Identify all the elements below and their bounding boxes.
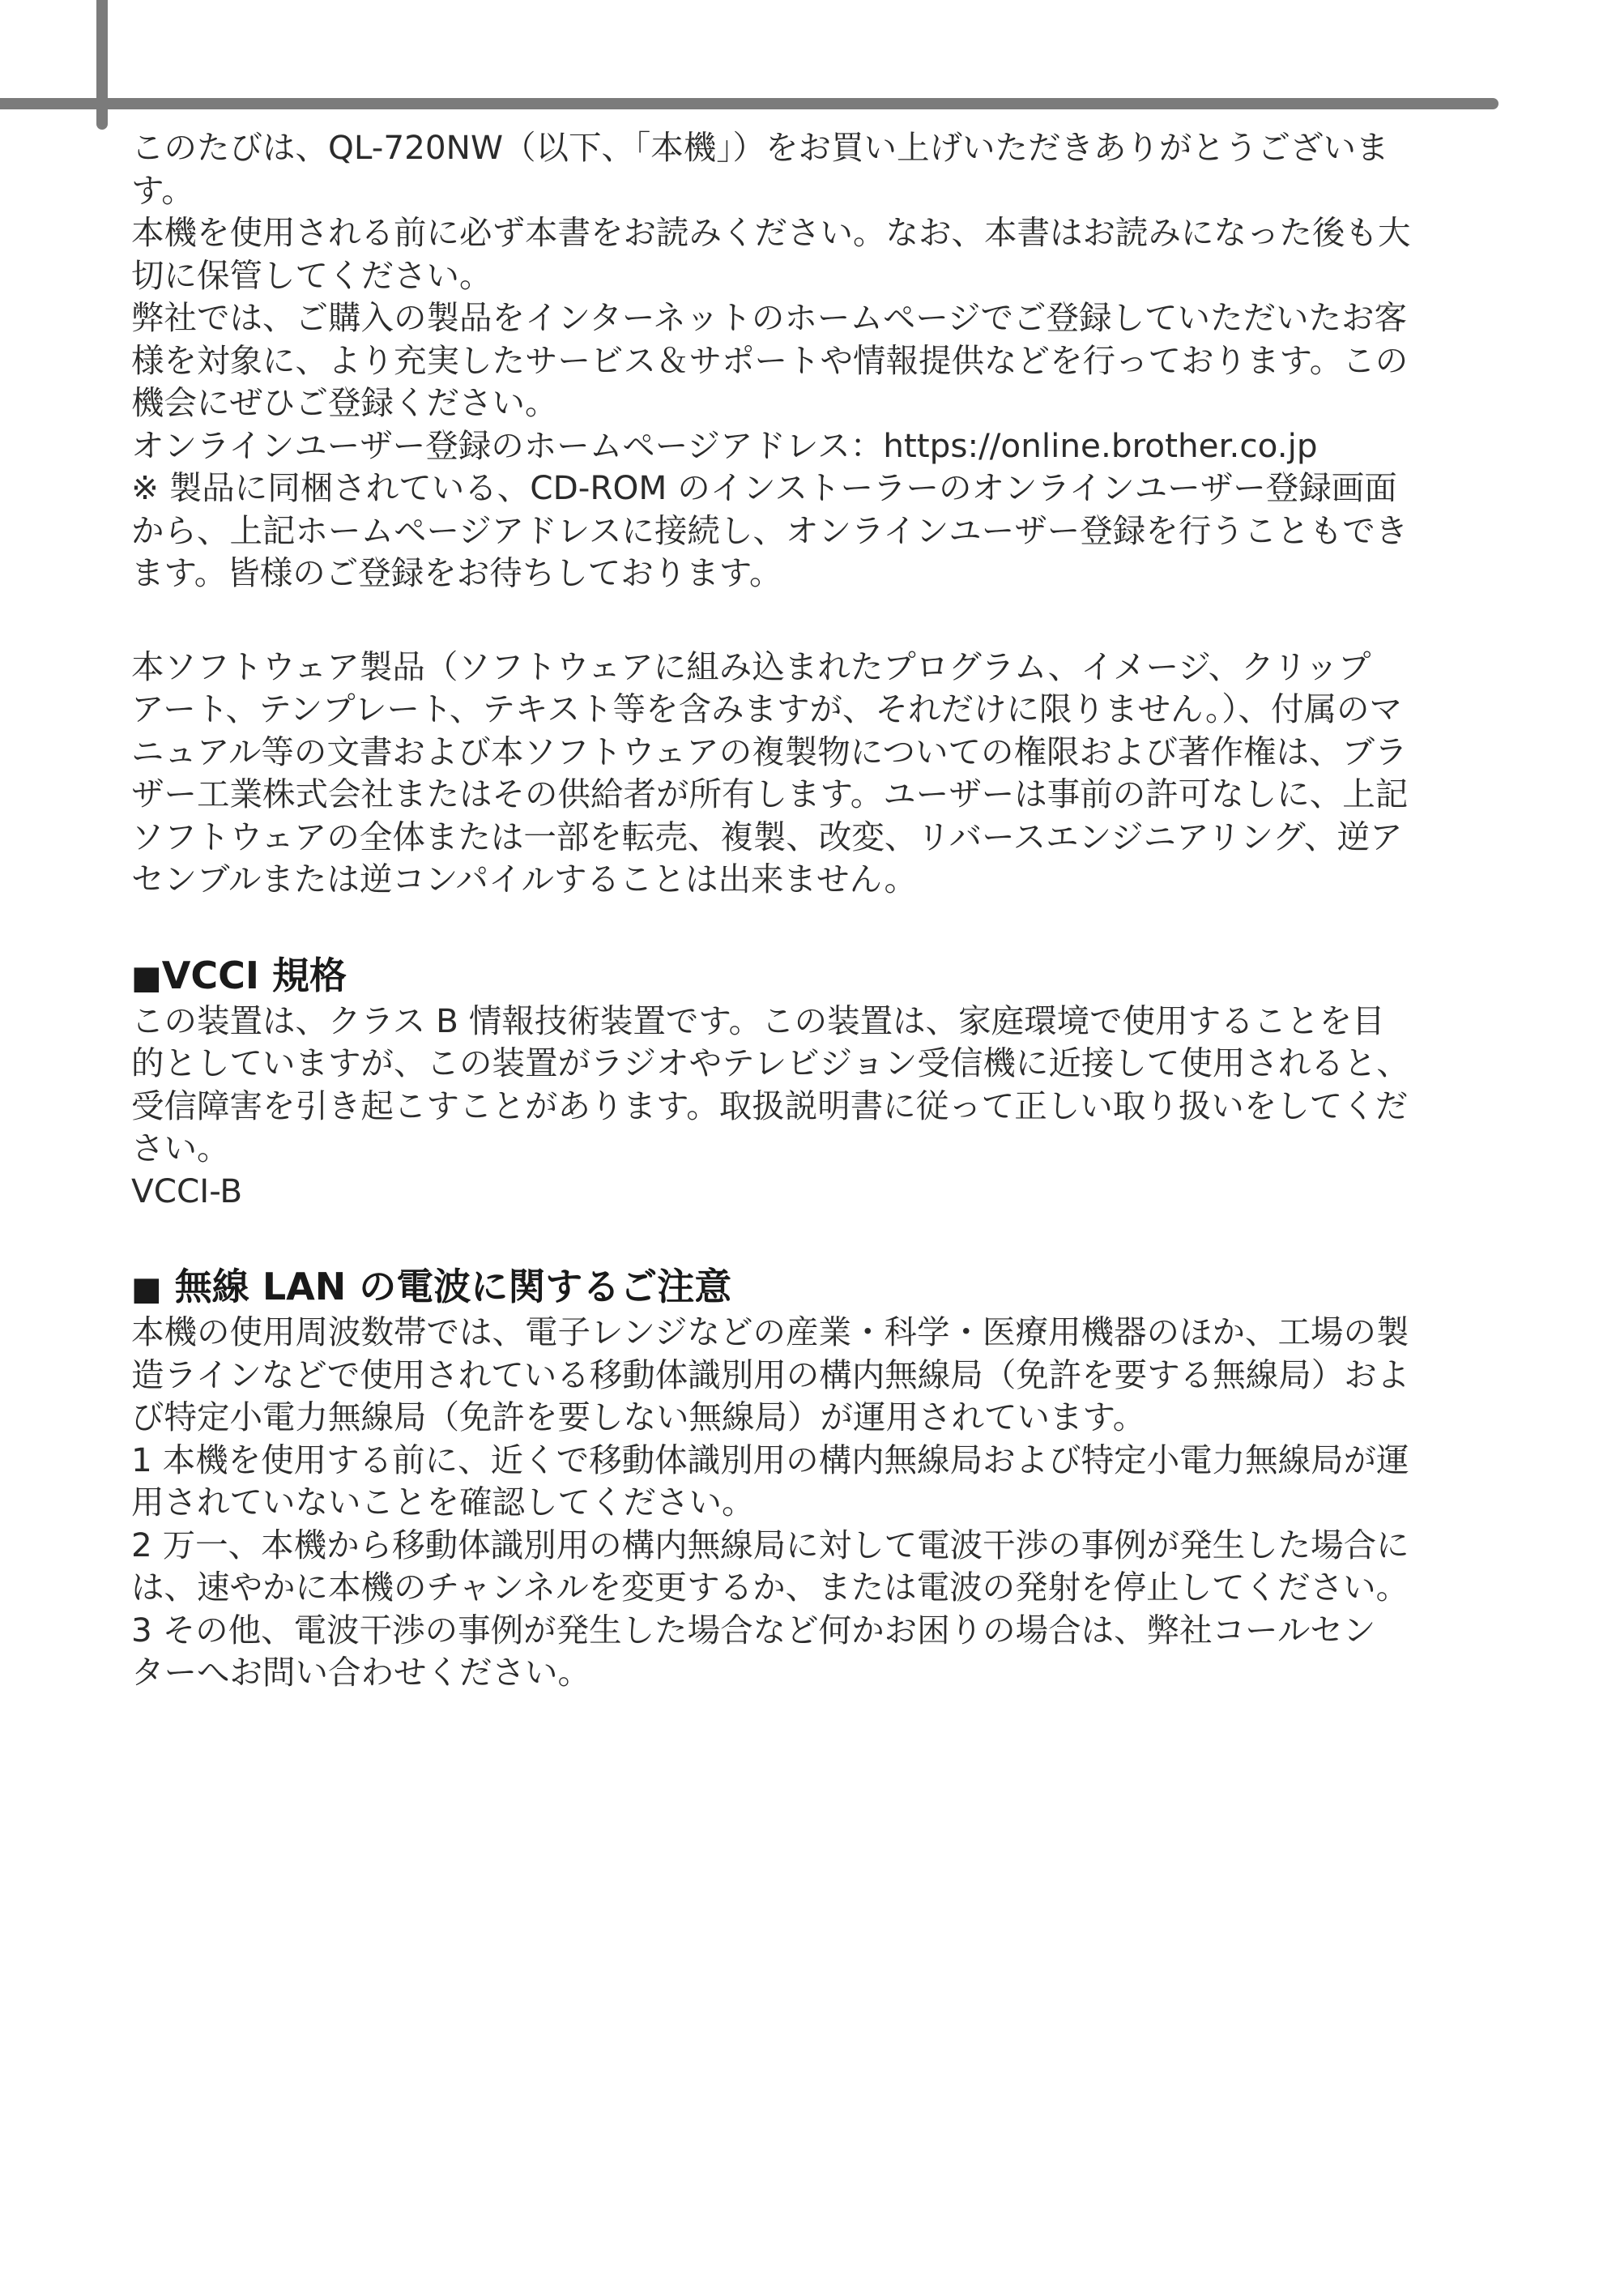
wireless-lan-heading-text: 無線 LAN の電波に関するご注意: [161, 1265, 732, 1308]
intro-line: 弊社では、ご購入の製品をインターネットのホームページでご登録していただいたお客: [131, 298, 1408, 337]
square-bullet-icon: ■: [131, 958, 162, 996]
wireless-item-2: 2 万一、本機から移動体識別用の構内無線局に対して電波干渉の事例が発生した場合に: [131, 1525, 1409, 1564]
wireless-item-1: 1 本機を使用する前に、近くで移動体識別用の構内無線局および特定小電力無線局が運: [131, 1440, 1409, 1479]
copyright-line: 本ソフトウェア製品（ソフトウェアに組み込まれたプログラム、イメージ、クリップ: [131, 647, 1371, 686]
intro-line: 切に保管してください。: [131, 255, 492, 295]
wireless-line: は、速やかに本機のチャンネルを変更するか、または電波の発射を停止してください。: [131, 1568, 1409, 1607]
wireless-line: 本機の使用周波数帯では、電子レンジなどの産業・科学・医療用機器のほか、工場の製: [131, 1312, 1409, 1351]
copyright-line: ソフトウェアの全体または一部を転売、複製、改変、リバースエンジニアリング、逆ア: [131, 817, 1403, 856]
copyright-line: ニュアル等の文書および本ソフトウェアの複製物についての権限および著作権は、ブラ: [131, 732, 1408, 771]
copyright-paragraph: [131, 646, 1500, 901]
intro-line: す。: [131, 170, 194, 210]
intro-line: 様を対象に、より充実したサービス＆サポートや情報提供などを行っております。この: [131, 340, 1409, 380]
wireless-line: 用されていないことを確認してください。: [131, 1483, 755, 1521]
corner-rule: [96, 0, 108, 130]
intro-line: から、上記ホームページアドレスに接続し、オンラインユーザー登録を行うこともでき: [131, 510, 1409, 550]
top-rule: [0, 98, 1498, 109]
vcci-heading-text: VCCI 規格: [161, 953, 347, 997]
copyright-line: センブルまたは逆コンパイルすることは出来ません。: [131, 860, 917, 898]
document-body: [131, 126, 1500, 1694]
vcci-line: この装置は、クラス B 情報技術装置です。この装置は、家庭環境で使用することを目: [131, 1001, 1385, 1040]
vcci-code: VCCI-B: [131, 1171, 243, 1210]
wireless-item-3: 3 その他、電波干渉の事例が発生した場合など何かお困りの場合は、弊社コールセン: [131, 1610, 1376, 1649]
vcci-paragraph: [131, 1000, 1500, 1213]
intro-line: このたびは、QL-720NW（以下、「本機」）をお買い上げいただきありがとうございま: [131, 128, 1389, 167]
wireless-line: ターへお問い合わせください。: [131, 1653, 590, 1692]
intro-line: ます。皆様のご登録をお待ちしております。: [131, 553, 782, 592]
vcci-line: 的としていますが、この装置がラジオやテレビジョン受信機に近接して使用されると、: [131, 1043, 1409, 1082]
registration-url-line: オンラインユーザー登録のホームページアドレス：https://online.brother.co.jp: [131, 425, 1318, 465]
copyright-line: アート、テンプレート、テキスト等を含みますが、それだけに限りません。）、付属のマ: [131, 689, 1402, 728]
wireless-paragraph: [131, 1311, 1500, 1694]
square-bullet-icon: ■: [131, 1270, 162, 1308]
copyright-line: ザー工業株式会社またはその供給者が所有します。ユーザーは事前の許可なしに、上記: [131, 775, 1409, 813]
spacer: [131, 901, 1500, 951]
intro-line: 機会にぜひご登録ください。: [131, 383, 558, 422]
wireless-line: び特定小電力無線局（免許を要しない無線局）が運用されています。: [131, 1398, 1146, 1436]
vcci-line: 受信障害を引き起こすことがあります。取扱説明書に従って正しい取り扱いをしてくだ: [131, 1086, 1409, 1125]
vcci-line: さい。: [131, 1129, 230, 1167]
wireless-lan-heading: [131, 1262, 1500, 1311]
intro-line: 本機を使用される前に必ず本書をお読みください。なお、本書はお読みになった後も大: [131, 213, 1411, 252]
intro-paragraph: [131, 126, 1500, 595]
spacer: [131, 595, 1500, 646]
spacer: [131, 1212, 1500, 1262]
vcci-heading: [131, 951, 1500, 1000]
intro-line: ※ 製品に同梱されている、CD-ROM のインストーラーのオンラインユーザー登録画面: [131, 468, 1397, 507]
wireless-line: 造ラインなどで使用されている移動体識別用の構内無線局（免許を要する無線局）およ: [131, 1355, 1410, 1394]
